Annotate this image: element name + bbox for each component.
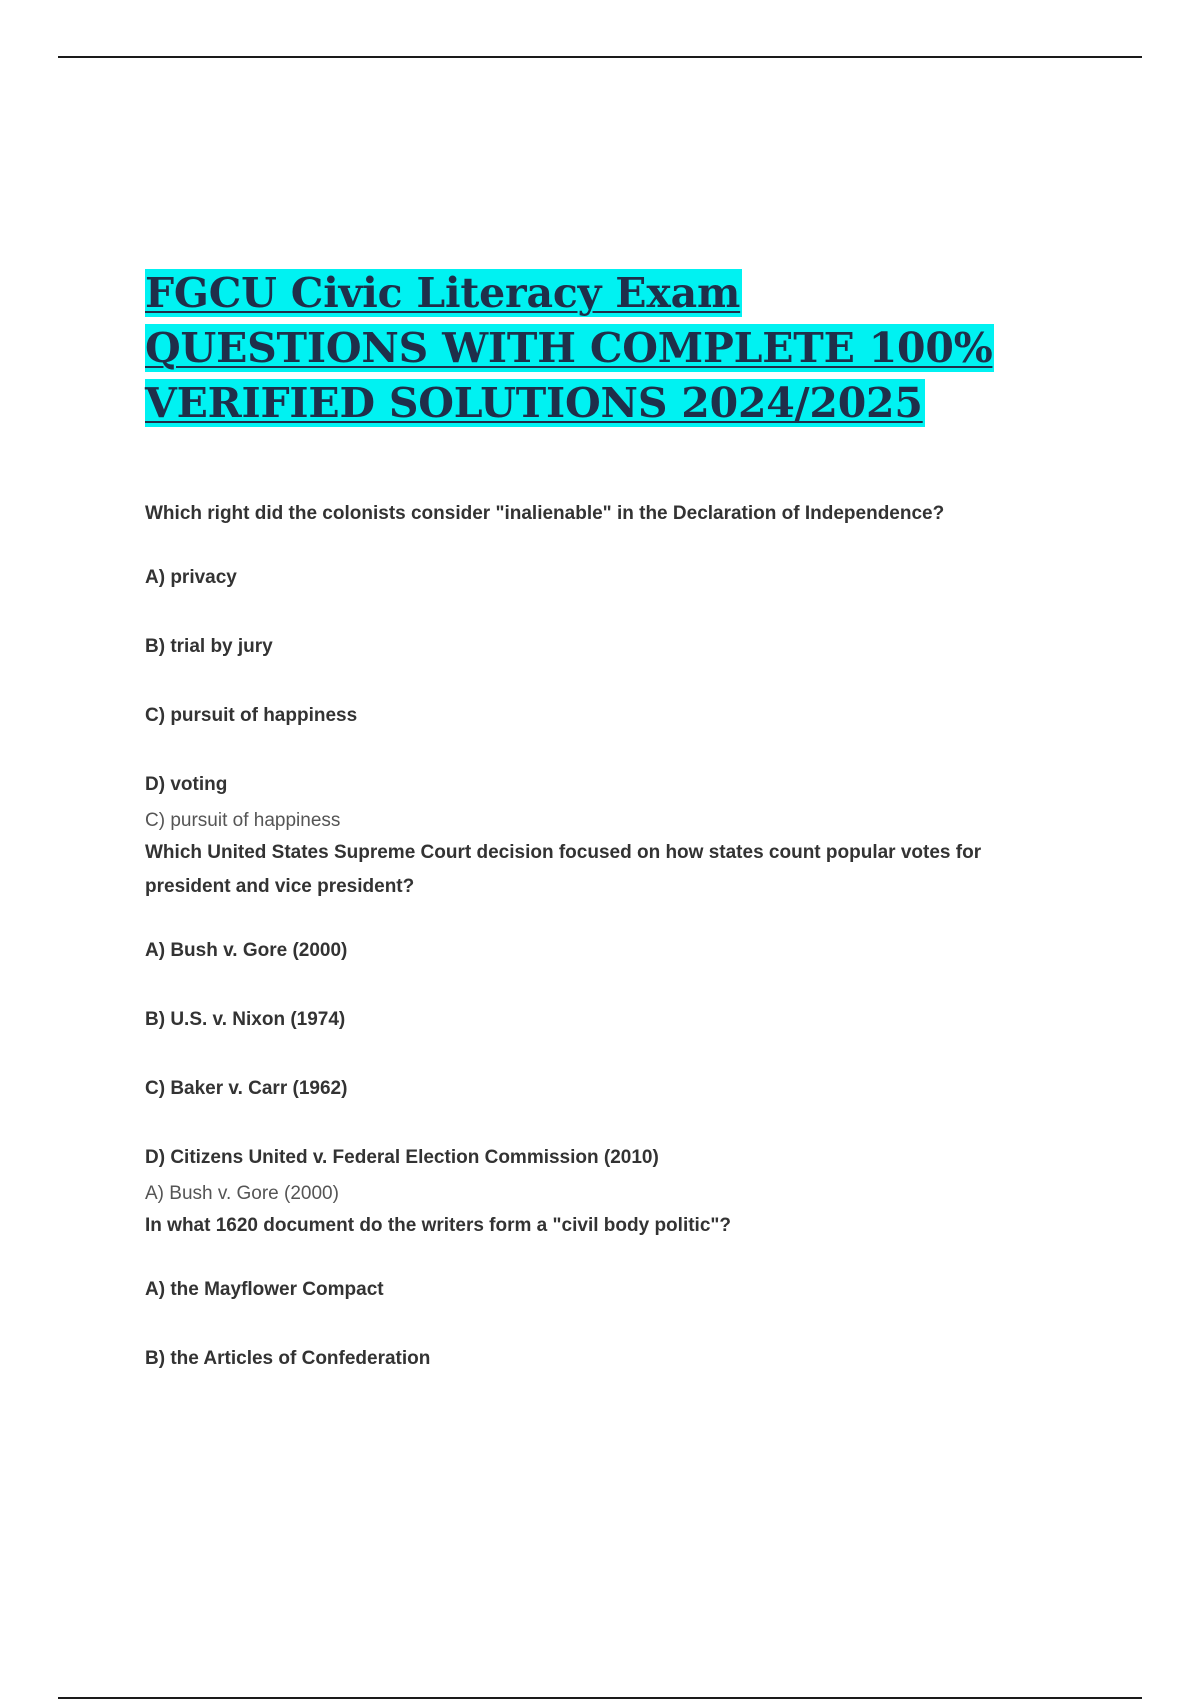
answer-option: C) pursuit of happiness xyxy=(145,705,358,726)
answer-option: A) privacy xyxy=(145,567,237,588)
top-rule xyxy=(58,56,1142,58)
title-line: VERIFIED SOLUTIONS 2024/2025 xyxy=(145,379,923,427)
correct-answer: C) pursuit of happiness xyxy=(145,810,341,831)
answer-option: B) the Articles of Confederation xyxy=(145,1348,431,1369)
questions-list xyxy=(145,497,1105,1372)
question-text: Which right did the colonists consider "inalienable" in the Declaration of Independence? xyxy=(145,503,945,524)
answer-option: B) trial by jury xyxy=(145,636,273,657)
answer-option: A) the Mayflower Compact xyxy=(145,1279,384,1300)
title-line: FGCU Civic Literacy Exam xyxy=(145,269,741,317)
answer-option: B) U.S. v. Nixon (1974) xyxy=(145,1009,346,1030)
document-title xyxy=(145,266,994,431)
title-line: QUESTIONS WITH COMPLETE 100% xyxy=(145,324,993,372)
question-text: Which United States Supreme Court decision focused on how states count popular votes for president and vice president? xyxy=(145,842,982,897)
bottom-rule xyxy=(58,1697,1142,1699)
answer-option: D) Citizens United v. Federal Election Commission (2010) xyxy=(145,1147,659,1168)
question-text: In what 1620 document do the writers form a "civil body politic"? xyxy=(145,1215,732,1236)
answer-option: A) Bush v. Gore (2000) xyxy=(145,940,348,961)
answer-option: C) Baker v. Carr (1962) xyxy=(145,1078,348,1099)
correct-answer: A) Bush v. Gore (2000) xyxy=(145,1183,339,1204)
answer-option: D) voting xyxy=(145,774,228,795)
